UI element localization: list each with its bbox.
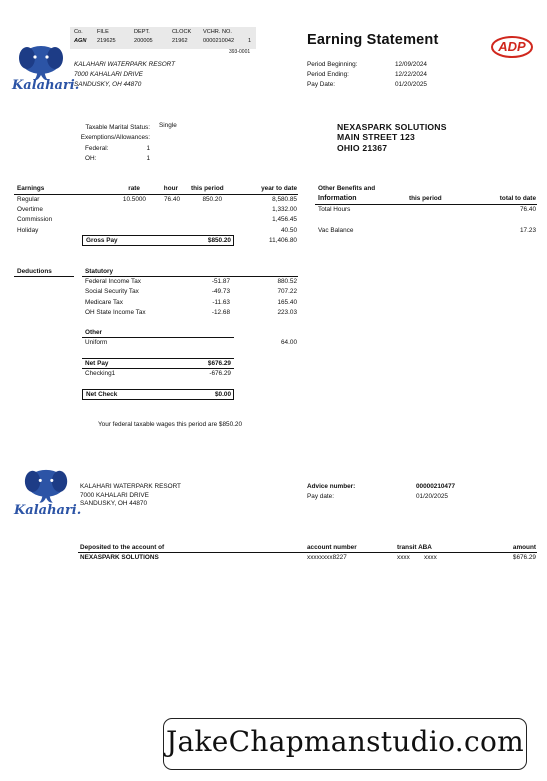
header-col-clock: CLOCK	[172, 29, 192, 35]
header-col-dept: DEPT.	[134, 29, 150, 35]
checking-label: Checking1	[85, 370, 116, 377]
vac-balance-value: 17.23	[520, 227, 536, 234]
deductions-header-rule	[14, 276, 74, 277]
header-col-file: FILE	[97, 29, 109, 35]
deduction-ytd-medicare: 165.40	[277, 299, 297, 306]
other-header: Other	[85, 329, 103, 336]
watermark-text: JakeChapmanstudio.com	[166, 725, 524, 758]
other-header-rule	[82, 337, 234, 338]
earnings-period-regular: 850.20	[202, 196, 222, 203]
advice-pay-date-value: 01/20/2025	[416, 493, 448, 500]
header-val-vchr: 0000210042	[203, 38, 235, 44]
deduction-label-oh: OH State Income Tax	[85, 309, 146, 316]
deduction-ytd-uniform: 64.00	[281, 339, 297, 346]
federal-label: Federal:	[85, 145, 109, 152]
hours-header: hour	[163, 185, 178, 192]
exemptions-label: Exemptions/Allowances:	[80, 134, 150, 141]
earnings-rate-regular: 10.5000	[122, 196, 146, 203]
deductions-header: Deductions	[17, 268, 52, 275]
header-val-file: 219625	[97, 38, 116, 44]
deduction-period-ss: -49.73	[211, 288, 230, 295]
vac-balance-label: Vac Balance	[318, 227, 354, 234]
account-number-header: account number	[307, 544, 357, 551]
earnings-label-commission: Commission	[17, 216, 53, 223]
statement-title: Earning Statement	[307, 32, 439, 48]
amount-header: amount	[512, 544, 536, 551]
adp-logo	[490, 36, 534, 58]
earnings-label-overtime: Overtime	[17, 206, 43, 213]
header-val-seq: 1	[248, 38, 252, 44]
deposit-header-rule	[78, 552, 537, 553]
employee-name: NEXASPARK SOLUTIONS	[337, 122, 447, 132]
header-col-co: Co.	[74, 29, 83, 35]
deduction-ytd-oh: 223.03	[277, 309, 297, 316]
employee-address2: OHIO 21367	[337, 143, 388, 153]
deduction-period-oh: -12.68	[211, 309, 230, 316]
deposit-amount: $676.29	[512, 554, 536, 561]
other-benefits-header: Other Benefits and	[318, 185, 376, 192]
net-pay-value: $676.29	[207, 360, 231, 367]
benefits-total-header: total to date	[499, 195, 536, 202]
pay-date-label: Pay Date:	[307, 81, 336, 88]
advice-number-label: Advice number:	[307, 483, 356, 490]
adp-wordmark: ADP	[498, 39, 526, 54]
benefits-this-period-header: this period	[409, 195, 442, 202]
deduction-period-medicare: -11.63	[212, 299, 230, 306]
earnings-header: Earnings	[17, 185, 45, 192]
deduction-label-uniform: Uniform	[85, 339, 108, 346]
deduction-label-ss: Social Security Tax	[85, 288, 139, 295]
employer-address2: SANDUSKY, OH 44870	[74, 81, 142, 88]
deduction-ytd-ss: 707.22	[277, 288, 297, 295]
header-val-dept: 200005	[134, 38, 153, 44]
taxable-wages-note: Your federal taxable wages this period are $850.20	[98, 421, 243, 428]
earnings-label-holiday: Holiday	[17, 227, 39, 234]
gross-pay-ytd: 11,406.80	[269, 237, 297, 244]
period-beginning-value: 12/09/2024	[395, 61, 427, 68]
information-header: Information	[318, 195, 357, 202]
earnings-hours-regular: 76.40	[164, 196, 180, 203]
rate-header: rate	[128, 185, 140, 192]
advice-employer-address2: SANDUSKY, OH 44870	[80, 500, 148, 507]
deposit-account-number: xxxxxxxx8227	[307, 554, 347, 561]
header-val-co: AGN	[74, 38, 87, 44]
earnings-ytd-regular: 8,580.85	[272, 196, 297, 203]
watermark-banner	[163, 718, 527, 770]
marital-status-value: Single	[159, 122, 177, 129]
oh-value: 1	[146, 155, 150, 162]
transit-aba-header: transit ABA	[397, 544, 432, 551]
this-period-header: this period	[191, 185, 224, 192]
advice-logo-wordmark: Kalahari.	[14, 503, 82, 518]
advice-pay-date-label: Pay date:	[307, 493, 335, 500]
deposit-transit: xxxx	[397, 554, 410, 561]
statutory-header-rule	[82, 276, 298, 277]
total-hours-value: 76.40	[520, 206, 536, 213]
period-ending-label: Period Ending:	[307, 71, 349, 78]
gross-pay-period: $850.20	[207, 237, 231, 244]
advice-number-value: 00000210477	[416, 483, 456, 490]
deduction-label-medicare: Medicare Tax	[85, 299, 123, 306]
logo-wordmark: Kalahari.	[12, 78, 80, 93]
federal-value: 1	[146, 145, 150, 152]
advice-employer-name: KALAHARI WATERPARK RESORT	[80, 483, 181, 490]
deposited-header: Deposited to the account of	[80, 544, 165, 551]
advice-employer-address1: 7000 KAHALARI DRIVE	[80, 492, 149, 499]
deposit-aba: xxxx	[424, 554, 437, 561]
header-val-clock: 21962	[172, 38, 188, 44]
net-pay-top-rule	[82, 358, 234, 359]
period-beginning-label: Period Beginning:	[307, 61, 358, 68]
pay-date-value: 01/20/2025	[395, 81, 427, 88]
gross-pay-label: Gross Pay	[86, 237, 118, 244]
deposit-account-name: NEXASPARK SOLUTIONS	[80, 554, 159, 561]
period-ending-value: 12/22/2024	[395, 71, 427, 78]
total-hours-label: Total Hours	[318, 206, 351, 213]
checking-value: -676.29	[209, 370, 231, 377]
net-check-value: $0.00	[215, 391, 231, 398]
net-pay-label: Net Pay	[85, 360, 109, 367]
earnings-header-rule	[14, 194, 298, 195]
net-pay-bottom-rule	[82, 368, 234, 369]
employee-address1: MAIN STREET 123	[337, 132, 415, 142]
earnings-ytd-overtime: 1,332.00	[272, 206, 297, 213]
employer-address1: 7000 KAHALARI DRIVE	[74, 71, 143, 78]
deduction-ytd-federal: 880.52	[277, 278, 297, 285]
header-sub-code: 393-0001	[229, 49, 251, 55]
earnings-label-regular: Regular	[17, 196, 40, 203]
oh-label: OH:	[85, 155, 97, 162]
employer-name: KALAHARI WATERPARK RESORT	[74, 61, 176, 68]
net-check-label: Net Check	[86, 391, 118, 398]
deduction-label-federal: Federal Income Tax	[85, 278, 142, 285]
header-col-vchr: VCHR. NO.	[203, 29, 232, 35]
marital-status-label: Taxable Marital Status:	[85, 124, 150, 131]
benefits-header-rule	[315, 204, 537, 205]
earnings-ytd-holiday: 40.50	[281, 227, 297, 234]
ytd-header: year to date	[261, 185, 297, 192]
deduction-period-federal: -51.87	[211, 278, 230, 285]
statutory-header: Statutory	[85, 268, 114, 275]
earnings-ytd-commission: 1,456.45	[272, 216, 297, 223]
